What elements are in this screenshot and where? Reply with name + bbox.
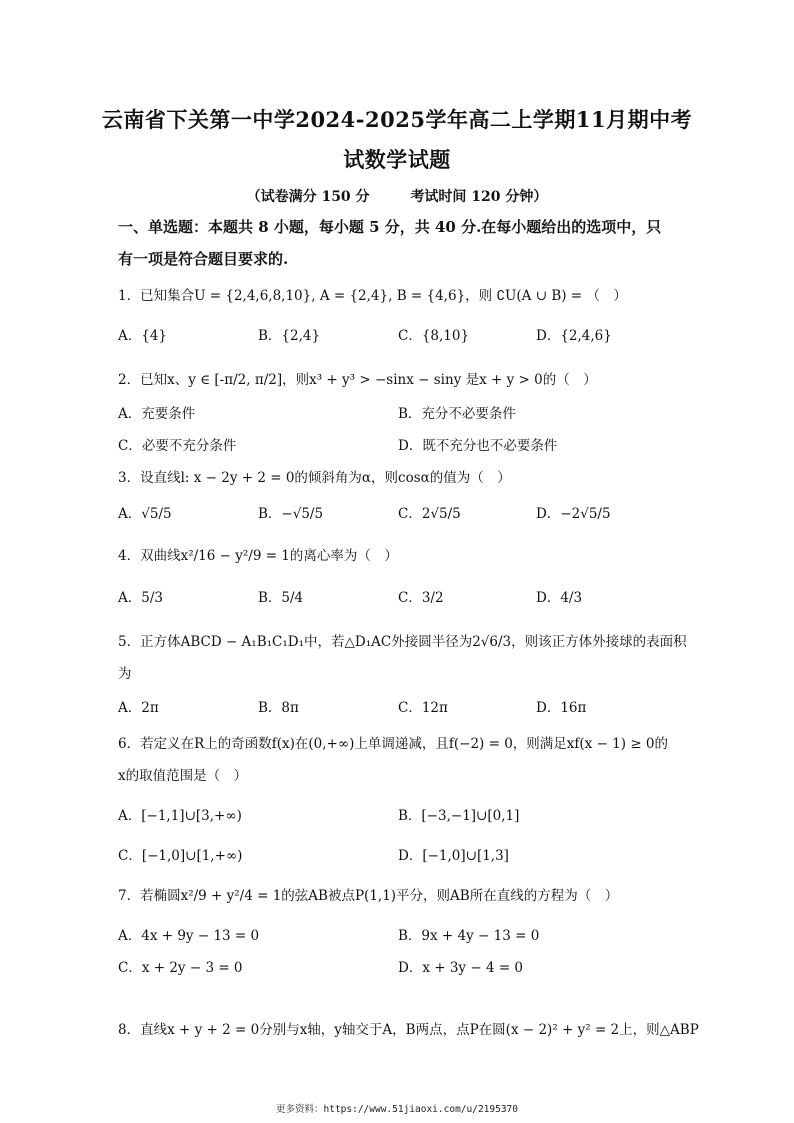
exam-time: 考试时间 120 分钟） (410, 189, 548, 205)
question-5-stem: 5．正方体ABCD − A₁B₁C₁D₁中，若△D₁AC外接圆半径为2√6/3，则该正方体外接球的表面积 (118, 634, 687, 650)
question-1-option-c: C．{8,10} (398, 328, 470, 344)
question-6-stem-line2: x的取值范围是（ ） (118, 768, 248, 784)
question-2-option-c: C．必要不充分条件 (118, 438, 237, 454)
question-2-stem: 2．已知x、y ∈ [-π/2, π/2]，则x³ + y³ > −sinx − siny 是x + y > 0的（ ） (118, 372, 597, 388)
question-5-stem-line2: 为 (118, 666, 132, 682)
question-5-option-d: D．16π (536, 700, 587, 716)
question-1-option-b: B．{2,4} (258, 328, 321, 344)
question-6-option-b: B．[−3,−1]∪[0,1] (398, 808, 520, 824)
question-8-stem: 8．直线x + y + 2 = 0分别与x轴，y轴交于A，B两点，点P在圆(x − 2)² + y² = 2上，则△ABP (118, 1022, 699, 1038)
section-heading-line2: 有一项是符合题目要求的. (118, 250, 289, 268)
question-7-stem: 7．若椭圆x²/9 + y²/4 = 1的弦AB被点P(1,1)平分，则AB所在直线的方程为（ ） (118, 888, 619, 904)
question-7-option-d: D．x + 3y − 4 = 0 (398, 960, 524, 976)
question-1-option-a: A．{4} (118, 328, 168, 344)
question-3-option-a: A．√5/5 (118, 506, 172, 522)
exam-info (0, 186, 794, 206)
question-5-option-b: B．8π (258, 700, 299, 716)
question-6-stem: 6．若定义在R上的奇函数f(x)在(0,+∞)上单调递减，且f(−2) = 0，则满足xf(x − 1) ≥ 0的 (118, 736, 669, 752)
question-3-option-b: B．−√5/5 (258, 506, 324, 522)
question-5-option-a: A．2π (118, 700, 159, 716)
question-1-stem: 1．已知集合U = {2,4,6,8,10}, A = {2,4}, B = {4,6}，则 ∁U(A ∪ B) = （ ） (118, 288, 627, 304)
question-2-option-d: D．既不充分也不必要条件 (398, 438, 558, 454)
question-6-option-c: C．[−1,0]∪[1,+∞) (118, 848, 243, 864)
question-7-option-b: B．9x + 4y − 13 = 0 (398, 928, 540, 944)
question-3-option-c: C．2√5/5 (398, 506, 461, 522)
question-4-option-b: B．5/4 (258, 590, 304, 606)
question-4-option-d: D．4/3 (536, 590, 583, 606)
question-3-option-d: D．−2√5/5 (536, 506, 611, 522)
question-6-option-d: D．[−1,0]∪[1,3] (398, 848, 509, 864)
exam-title-line2: 试数学试题 (343, 147, 451, 172)
exam-title-line1: 云南省下关第一中学2024-2025学年高二上学期11月期中考 (101, 107, 693, 132)
section-heading-line1: 一、单选题：本题共 8 小题，每小题 5 分，共 40 分.在每小题给出的选项中，只 (118, 218, 662, 236)
footer-link[interactable]: 更多资料：https://www.51jiaoxi.com/u/2195370 (276, 1104, 518, 1115)
question-3-stem: 3．设直线l: x − 2y + 2 = 0的倾斜角为α，则cosα的值为（ ） (118, 470, 511, 486)
question-1-option-d: D．{2,4,6} (536, 328, 612, 344)
question-4-option-a: A．5/3 (118, 590, 163, 606)
question-7-option-a: A．4x + 9y − 13 = 0 (118, 928, 260, 944)
question-6-option-a: A．[−1,1]∪[3,+∞) (118, 808, 242, 824)
question-4-option-c: C．3/2 (398, 590, 444, 606)
question-5-option-c: C．12π (398, 700, 448, 716)
question-2-option-a: A．充要条件 (118, 406, 196, 422)
question-4-stem: 4．双曲线x²/16 − y²/9 = 1的离心率为（ ） (118, 548, 398, 564)
question-2-option-b: B．充分不必要条件 (398, 406, 516, 422)
question-7-option-c: C．x + 2y − 3 = 0 (118, 960, 243, 976)
exam-score: （试卷满分 150 分 (246, 189, 370, 205)
